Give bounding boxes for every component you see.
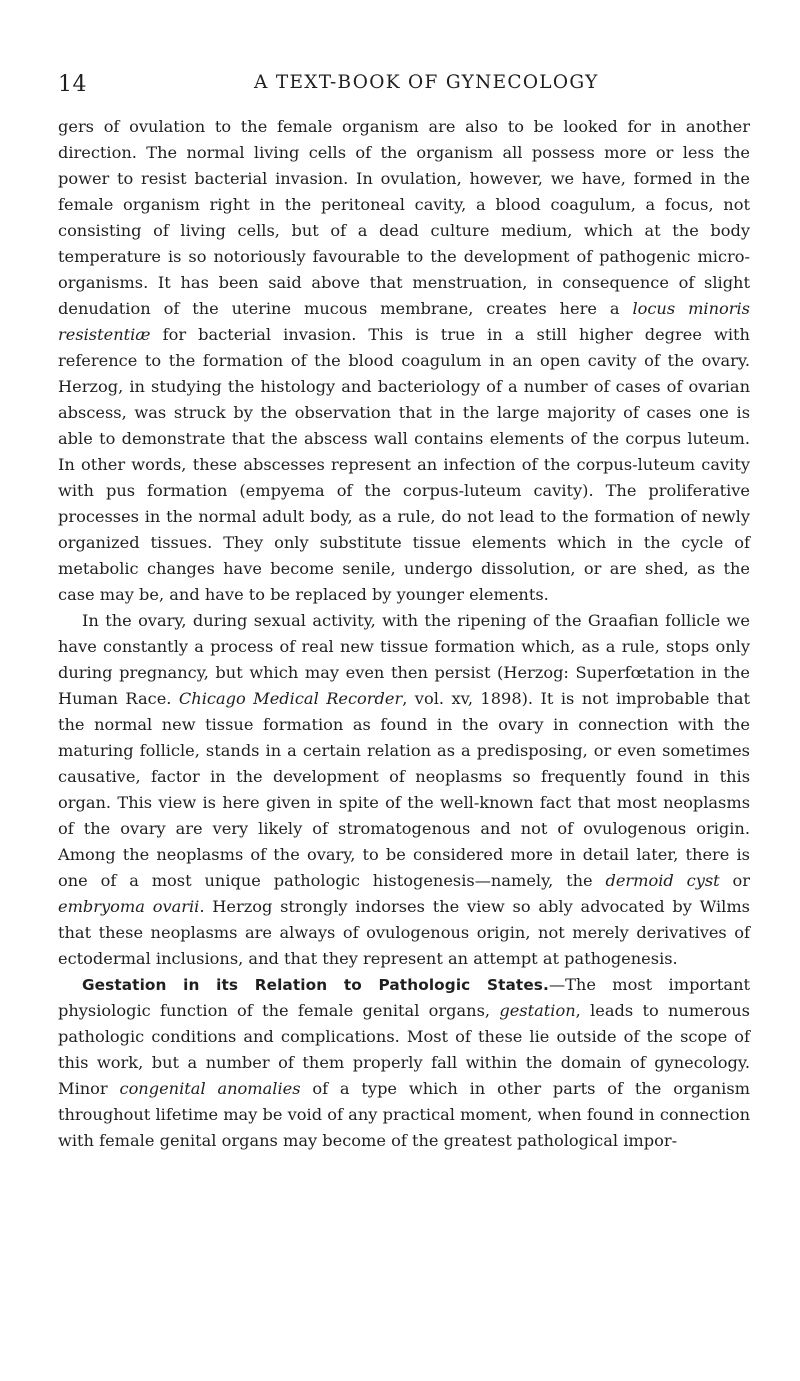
text-run: for bacterial invasion. This is true in a still higher degree with reference to the formation of the blood coagulum in an open cavity of the ovary. Herzog, in studying the histology and bacteriology of a number of cases of ovarian abscess, was struck by the observation that in the large majority of cases one is able to demonstrate that the abscess wall contains elements of the corpus luteum. In other words, these abscesses represent an infection of the corpus-luteum cavity with pus formation (empyema of the corpus-luteum cavity). The proliferative processes in the normal adult body, as a rule, do not lead to the formation of newly organized tissues. They only substitute tissue elements which in the cycle of metabolic changes have become senile, undergo dissolution, or are shed, as the case may be, and have to be replaced by younger elements. (58, 325, 750, 604)
text-run: In the ovary, during sexual activity, with the ripening of the Graafian follicle we have constantly a process of real new tissue formation which, as a rule, stops only during pregnancy, but which may even then persist (Herzog: Superfœtation in the Human Race. (58, 611, 750, 708)
book-page (58, 70, 750, 1154)
text-run: , leads to numerous pathologic conditions and complications. Most of these lie outside of the scope of this work, but a number of them properly fall within the domain of gynecology. Minor (58, 1001, 750, 1098)
book-title: A TEXT-BOOK OF GYNECOLOGY (254, 72, 599, 93)
text-run: . Herzog strongly indorses the view so ably advocated by Wilms that these neoplasms are always of ovulogenous origin, not merely derivatives of ectodermal inclusions, and that they represent an attempt at pathogenesis. (58, 897, 750, 968)
text-run: , vol. xv, 1898). It is not improbable that the normal new tissue formation as found in the ovary in connection with the maturing follicle, stands in a certain relation as a predisposing, or even sometimes causative, factor in the development of neoplasms so frequently found in this organ. This view is here given in spite of the well-known fact that most neoplasms of the ovary are very likely of stromatogenous and not of ovulogenous origin. Among the neoplasms of the ovary, to be considered more in detail later, there is one of a most unique pathologic histogenesis—namely, the (58, 689, 750, 890)
italic-term-congenital-anomalies: congenital anomalies (119, 1079, 301, 1098)
italic-term-locus-minoris: locus minoris resistentiæ (58, 299, 750, 344)
text-run: —The most important physiologic function of the female genital organs, (58, 975, 751, 1020)
italic-citation-journal: Chicago Medical Recorder (178, 689, 403, 708)
body-text (58, 114, 750, 1154)
paragraph-ovulation-dangers (58, 114, 750, 608)
italic-term-gestation: gestation (499, 1001, 576, 1020)
italic-term-embryoma: embryoma ovarii (58, 897, 200, 916)
paragraph-ovary-tissue-formation (58, 608, 750, 972)
text-run: or (719, 871, 750, 890)
italic-term-dermoid-cyst: dermoid cyst (605, 871, 720, 890)
page-number: 14 (58, 72, 87, 97)
paragraph-gestation (58, 972, 750, 1154)
section-heading: Gestation in its Relation to Pathologic States. (82, 976, 549, 994)
text-run: gers of ovulation to the female organism are also to be looked for in another direction. The normal living cells of the organism all possess more or less the power to resist bacterial invasion. In ovulation, however, we have, formed in the female organism right in the peritoneal cavity, a blood coagulum, a focus, not consisting of living cells, but of a dead culture medium, which at the body temperature is so notoriously favourable to the development of pathogenic micro-organisms. It has been said above that menstruation, in consequence of slight denudation of the uterine mucous membrane, creates here a (58, 117, 750, 318)
text-run: of a type which in other parts of the organism throughout lifetime may be void of any practical moment, when found in connection with female genital organs may become of the greatest pathological impor- (58, 1079, 750, 1150)
running-head (58, 70, 750, 104)
